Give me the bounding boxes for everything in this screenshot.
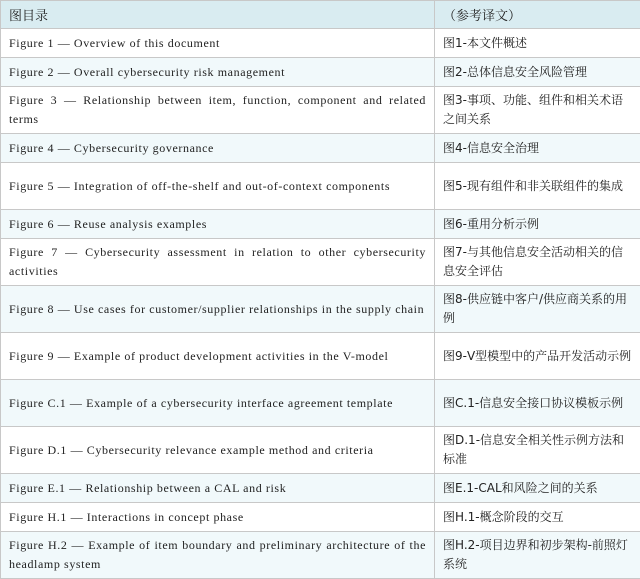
table-row [1, 380, 640, 427]
table-row [1, 134, 640, 163]
table-row [1, 503, 640, 532]
figure-title-zh: 图9-V型模型中的产品开发活动示例 [435, 333, 640, 380]
figure-title-en: Figure 5 — Integration of off-the-shelf and out-of-context components [1, 163, 435, 210]
table-header-row [1, 1, 640, 29]
table-row [1, 87, 640, 134]
figure-title-en: Figure H.2 — Example of item boundary and preliminary architecture of the headlamp system [1, 532, 435, 579]
figure-title-en: Figure D.1 — Cybersecurity relevance example method and criteria [1, 427, 435, 474]
figure-title-en: Figure 3 — Relationship between item, function, component and related terms [1, 87, 435, 134]
header-figure-list: 图目录 [1, 1, 435, 29]
figure-title-zh: 图2-总体信息安全风险管理 [435, 58, 640, 87]
figure-title-zh: 图H.2-项目边界和初步架构-前照灯系统 [435, 532, 640, 579]
figure-title-zh: 图C.1-信息安全接口协议模板示例 [435, 380, 640, 427]
figure-title-zh: 图H.1-概念阶段的交互 [435, 503, 640, 532]
figure-title-en: Figure 9 — Example of product development activities in the V-model [1, 333, 435, 380]
figure-title-en: Figure 8 — Use cases for customer/supplier relationships in the supply chain [1, 286, 435, 333]
figure-title-zh: 图5-现有组件和非关联组件的集成 [435, 163, 640, 210]
figure-title-zh: 图8-供应链中客户/供应商关系的用例 [435, 286, 640, 333]
table-row [1, 29, 640, 58]
header-reference-translation: （参考译文） [435, 1, 640, 29]
figure-title-zh: 图1-本文件概述 [435, 29, 640, 58]
table-row [1, 286, 640, 333]
figure-title-en: Figure E.1 — Relationship between a CAL and risk [1, 474, 435, 503]
figure-title-zh: 图7-与其他信息安全活动相关的信息安全评估 [435, 239, 640, 286]
figure-title-zh: 图E.1-CAL和风险之间的关系 [435, 474, 640, 503]
table-row [1, 333, 640, 380]
figure-title-en: Figure 4 — Cybersecurity governance [1, 134, 435, 163]
figure-title-zh: 图6-重用分析示例 [435, 210, 640, 239]
figure-title-en: Figure 2 — Overall cybersecurity risk management [1, 58, 435, 87]
table-row [1, 163, 640, 210]
figure-title-en: Figure 7 — Cybersecurity assessment in relation to other cybersecurity activities [1, 239, 435, 286]
figure-title-en: Figure H.1 — Interactions in concept phase [1, 503, 435, 532]
table-row [1, 474, 640, 503]
figure-title-zh: 图D.1-信息安全相关性示例方法和标准 [435, 427, 640, 474]
figure-title-en: Figure C.1 — Example of a cybersecurity interface agreement template [1, 380, 435, 427]
table-row [1, 239, 640, 286]
table-row [1, 210, 640, 239]
figure-title-en: Figure 6 — Reuse analysis examples [1, 210, 435, 239]
table-row [1, 532, 640, 579]
figure-title-zh: 图4-信息安全治理 [435, 134, 640, 163]
table-row [1, 58, 640, 87]
table-row [1, 427, 640, 474]
figure-title-zh: 图3-事项、功能、组件和相关术语之间关系 [435, 87, 640, 134]
figure-title-en: Figure 1 — Overview of this document [1, 29, 435, 58]
